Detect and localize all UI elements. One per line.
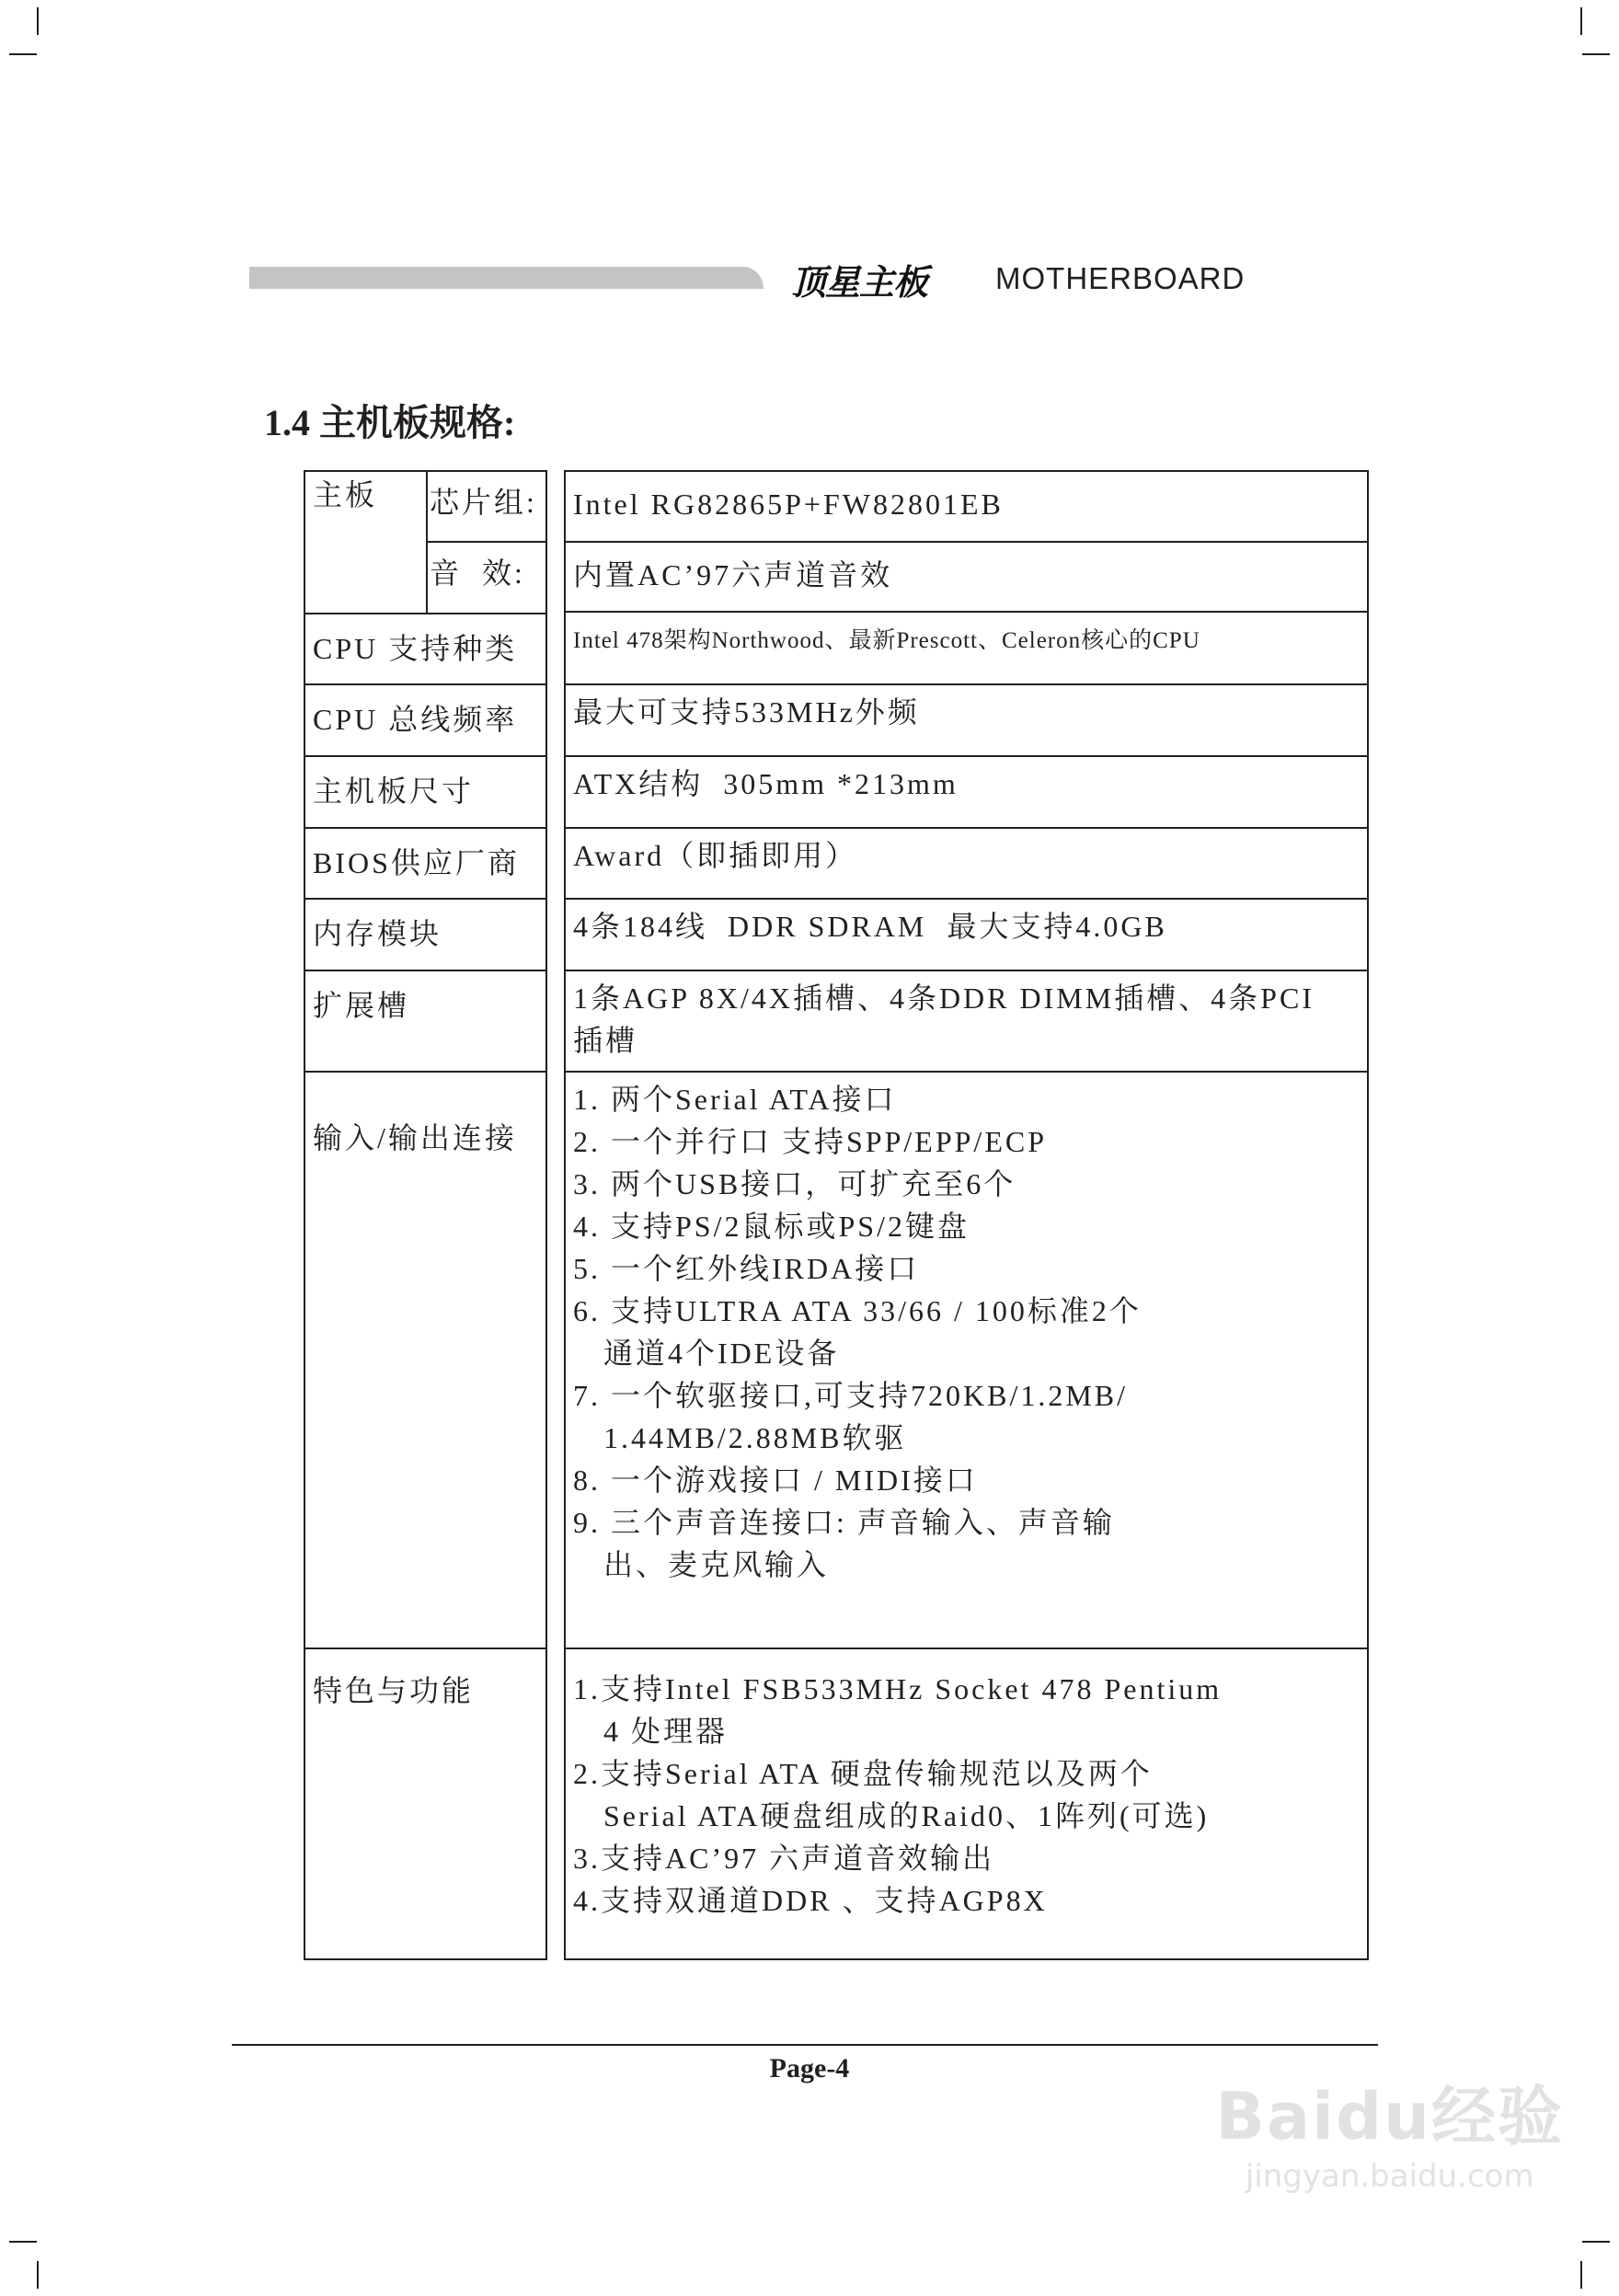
crop-mark xyxy=(37,2261,39,2289)
spec-value-line: 5. 一个红外线IRDA接口 xyxy=(573,1252,920,1285)
page-number: Page-4 xyxy=(769,2053,850,2084)
spec-value xyxy=(566,543,1367,613)
spec-value-line: 7. 一个软驱接口,可支持720KB/1.2MB/ xyxy=(573,1379,1129,1412)
crop-mark xyxy=(9,53,37,55)
spec-value-line: 1条AGP 8X/4X插槽、4条DDR DIMM插槽、4条PCI xyxy=(573,982,1315,1015)
spec-value-line: 2. 一个并行口 支持SPP/EPP/ECP xyxy=(573,1125,1048,1158)
spec-value-line: 4条184线 DDR SDRAM 最大支持4.0GB xyxy=(573,910,1167,943)
spec-value-line: 4. 支持PS/2鼠标或PS/2键盘 xyxy=(573,1210,970,1243)
spec-value-line: 4.支持双通道DDR 、支持AGP8X xyxy=(573,1884,1048,1917)
crop-mark xyxy=(1582,53,1610,55)
spec-label-cell xyxy=(305,971,545,1073)
spec-value-line: 8. 一个游戏接口 / MIDI接口 xyxy=(573,1464,978,1497)
spec-label: 内存模块 xyxy=(313,917,442,950)
crop-mark xyxy=(1582,2241,1610,2243)
spec-label-cell xyxy=(305,1073,545,1649)
spec-label-column xyxy=(304,470,547,1960)
spec-value-cell xyxy=(566,1649,1367,1960)
spec-value-cell xyxy=(566,829,1367,900)
spec-label: BIOS供应厂商 xyxy=(313,846,520,879)
spec-label: 音 效: xyxy=(430,557,525,590)
spec-value-line: 1.44MB/2.88MB软驱 xyxy=(573,1421,907,1454)
spec-label: 扩展槽 xyxy=(313,989,410,1022)
watermark xyxy=(1215,2065,1564,2195)
spec-value-line: 内置AC’97六声道音效 xyxy=(573,558,893,591)
spec-label: 输入/输出连接 xyxy=(313,1121,517,1154)
spec-value-line: 2.支持Serial ATA 硬盘传输规范以及两个 xyxy=(573,1757,1153,1790)
spec-label: CPU 支持种类 xyxy=(313,632,518,665)
spec-value-line: 插槽 xyxy=(573,1024,638,1057)
spec-value-line: 9. 三个声音连接口: 声音输入、声音输 xyxy=(573,1506,1115,1539)
spec-label-cell xyxy=(305,900,545,971)
spec-label: 主机板尺寸 xyxy=(313,775,475,808)
header-subtitle: MOTHERBOARD xyxy=(995,261,1246,295)
spec-label: 芯片组: xyxy=(430,486,537,519)
crop-mark xyxy=(1580,7,1582,35)
spec-sublabel xyxy=(428,472,545,543)
watermark-brand: Baidu经验 xyxy=(1215,2079,1564,2154)
spec-value-line: 6. 支持ULTRA ATA 33/66 / 100标准2个 xyxy=(573,1294,1142,1327)
spec-value-line: 4 处理器 xyxy=(573,1715,729,1748)
section-title: 1.4 主机板规格: xyxy=(264,402,516,443)
brand-logo: 顶星主板 xyxy=(791,262,928,303)
spec-value-cell xyxy=(566,614,1367,685)
spec-label-cell xyxy=(305,757,545,829)
crop-mark xyxy=(1580,2261,1582,2289)
spec-sublabel xyxy=(428,543,545,613)
spec-value-line: 1. 两个Serial ATA接口 xyxy=(573,1083,897,1116)
spec-value-line: 通道4个IDE设备 xyxy=(573,1337,840,1370)
crop-mark xyxy=(37,7,39,35)
spec-value-line: Serial ATA硬盘组成的Raid0、1阵列(可选) xyxy=(573,1799,1210,1832)
spec-value-line: Intel 478架构Northwood、最新Prescott、Celeron核心的CPU xyxy=(573,628,1200,653)
spec-value-cell xyxy=(566,900,1367,971)
spec-value-line: 3. 两个USB接口，可扩充至6个 xyxy=(573,1167,1016,1200)
spec-value-cell xyxy=(566,685,1367,757)
watermark-url: jingyan.baidu.com xyxy=(1245,2158,1534,2195)
crop-mark xyxy=(9,2241,37,2243)
footer-rule xyxy=(232,2044,1378,2046)
spec-value-line: ATX结构 305mm *213mm xyxy=(573,767,959,800)
mainboard-subcolumn xyxy=(426,472,545,613)
spec-label-cell xyxy=(305,685,545,757)
spec-label: CPU 总线频率 xyxy=(313,703,518,736)
spec-value-column xyxy=(564,470,1369,1960)
spec-value-line: 最大可支持533MHz外频 xyxy=(573,695,920,729)
spec-label-cell xyxy=(305,1649,545,1960)
spec-value-line: 3.支持AC’97 六声道音效输出 xyxy=(573,1842,995,1875)
spec-value-line: 1.支持Intel FSB533MHz Socket 478 Pentium xyxy=(573,1672,1223,1705)
spec-value-line: Award（即插即用） xyxy=(573,839,858,872)
spec-label: 特色与功能 xyxy=(313,1674,475,1707)
spec-value xyxy=(566,472,1367,543)
spec-value-cell xyxy=(566,1073,1367,1649)
spec-value-cell xyxy=(566,971,1367,1073)
spec-label-cell xyxy=(305,614,545,685)
spec-value-cell xyxy=(566,757,1367,829)
header-bar xyxy=(249,267,764,289)
spec-label-cell xyxy=(305,829,545,900)
spec-value-line: Intel RG82865P+FW82801EB xyxy=(573,488,1004,521)
spec-value-line: 出、麦克风输入 xyxy=(573,1548,830,1581)
spec-label: 主板 xyxy=(313,478,378,511)
